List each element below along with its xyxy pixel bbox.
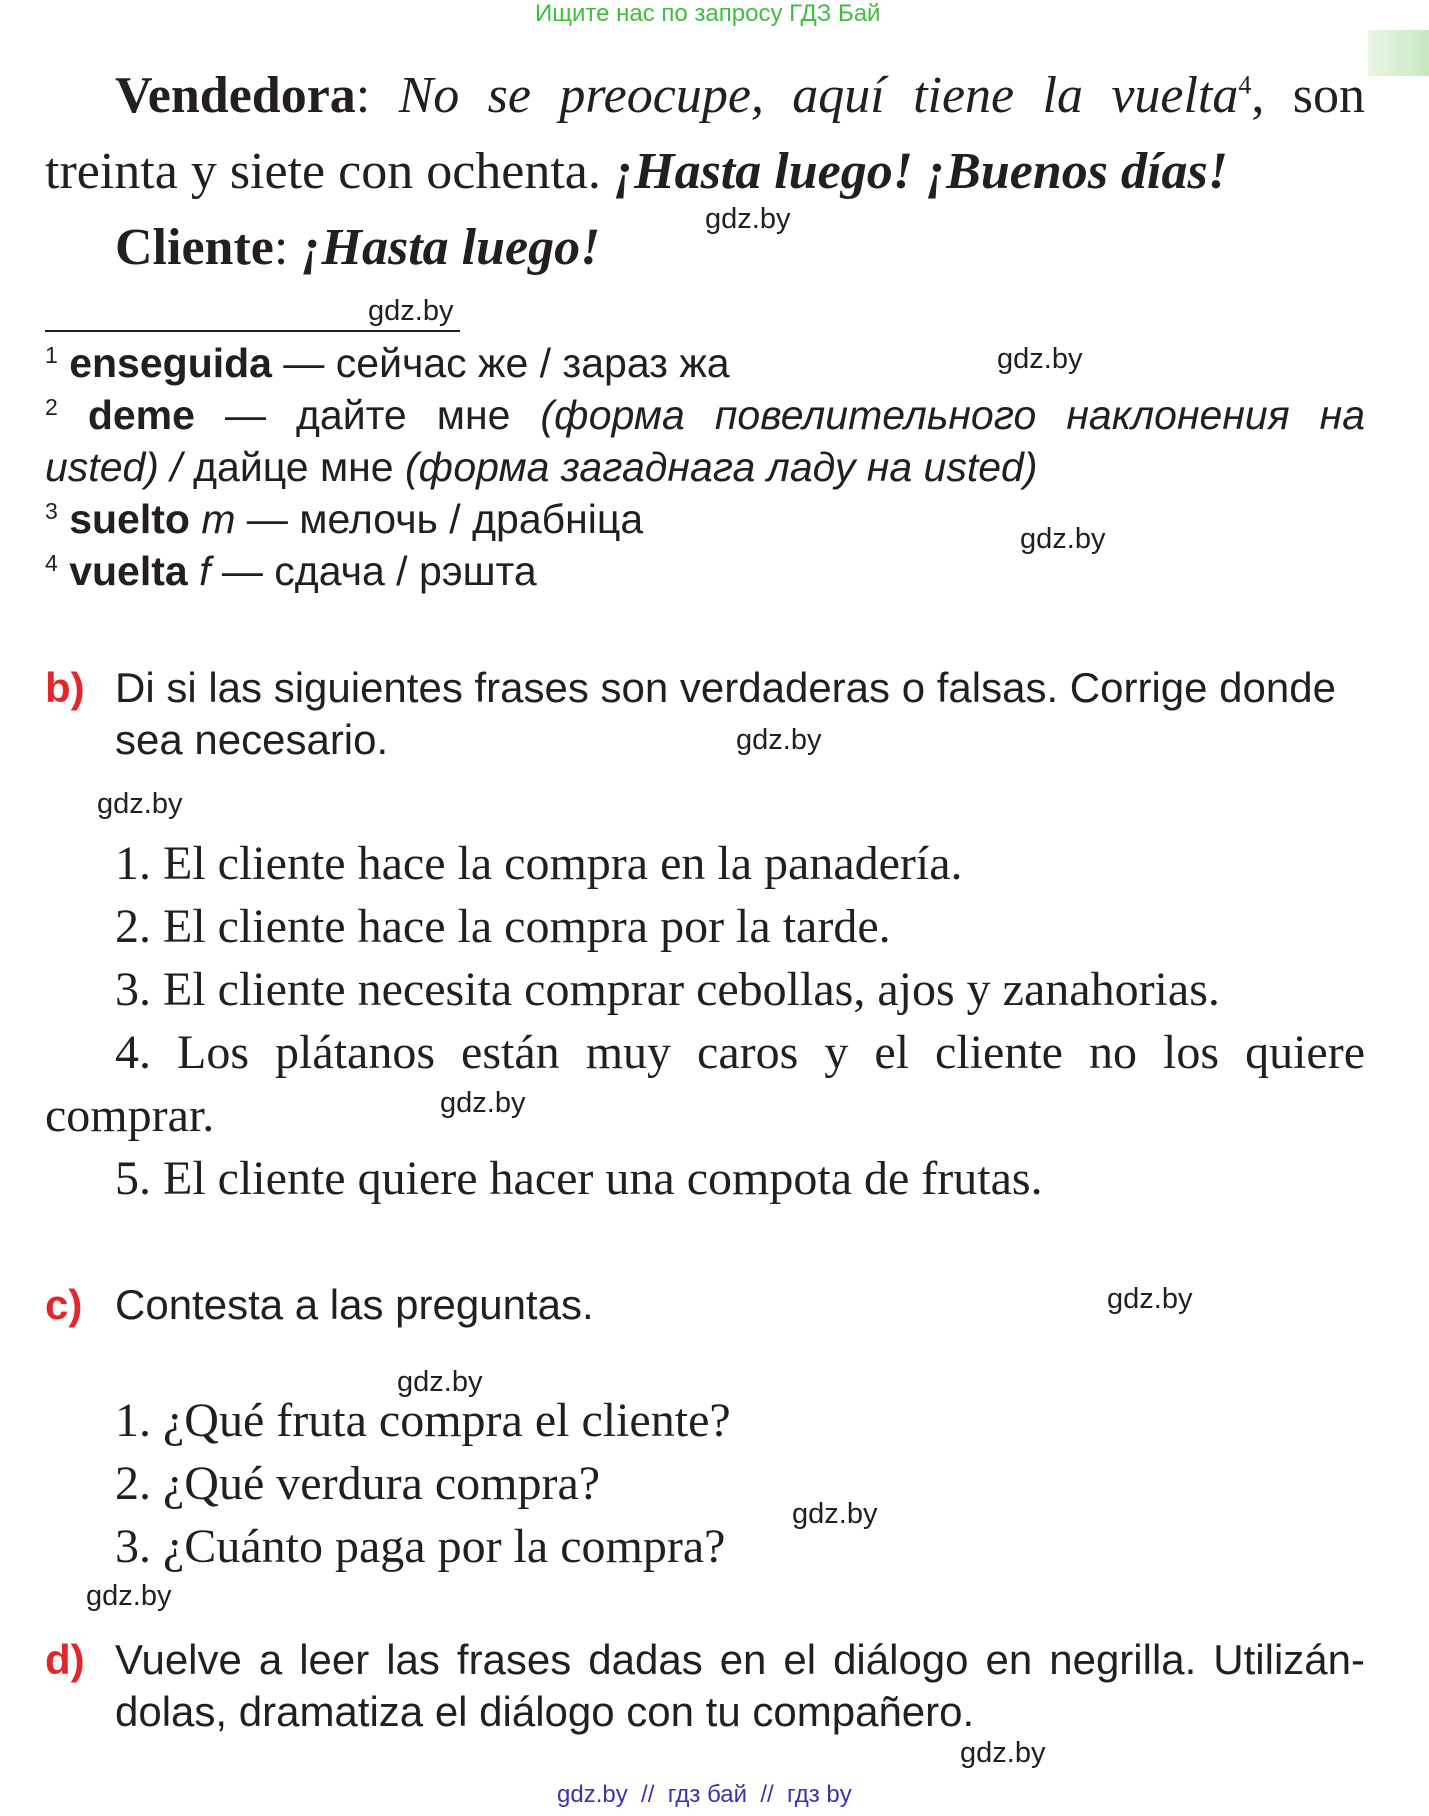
watermark: gdz.by: [1107, 1283, 1193, 1315]
colon: :: [355, 67, 371, 124]
watermark: gdz.by: [397, 1366, 483, 1398]
task-c-item-1: 1. ¿Qué fruta compra el cliente?: [115, 1394, 731, 1447]
speaker-vendedora: Vendedora: [115, 67, 356, 124]
task-b-item-3: 3. El cliente necesita comprar cebollas, ajos y zanahorias.: [115, 963, 1220, 1016]
footer-links[interactable]: gdz.by // гдз бай // гдз by: [557, 1781, 852, 1808]
task-c-letter: c): [45, 1281, 83, 1328]
footnote-italic: (форма загаднага ладу на usted): [405, 444, 1038, 490]
footnote-gender: f: [187, 548, 211, 594]
task-b-item-4-continued: comprar.: [45, 1089, 215, 1142]
watermark: gdz.by: [997, 343, 1083, 375]
dialog-bold-italic-3: ¡Hasta luego!: [301, 219, 601, 276]
footnote-2: [45, 392, 1365, 439]
task-b-item-4: 4. Los plátanos están muy caros y el cliente no los quiere: [115, 1026, 1365, 1079]
footnote-text: — дайте мне: [194, 392, 541, 438]
watermark: gdz.by: [97, 788, 183, 820]
task-b-instruction-1: Di si las siguientes frases son verdaderas o falsas. Corrige donde: [115, 664, 1336, 711]
footnote-number: 3: [45, 498, 58, 524]
task-b-instruction-2: sea necesario.: [115, 716, 389, 763]
dialog-line-3: [115, 219, 601, 276]
footnote-3: [45, 496, 643, 543]
dialog-tail-1: , son: [1251, 67, 1365, 124]
task-c-item-2: 2. ¿Qué verdura compra?: [115, 1457, 601, 1510]
task-b-item-1: 1. El cliente hace la compra en la panadería.: [115, 837, 963, 890]
watermark: gdz.by: [960, 1737, 1046, 1769]
task-c-item-3: 3. ¿Cuánto paga por la compra?: [115, 1520, 726, 1573]
footnote-italic: (форма повелительного наклонения на: [540, 392, 1365, 438]
task-b-letter: b): [45, 664, 85, 711]
footnote-number: 4: [45, 550, 58, 576]
page-corner-tab: [1368, 30, 1429, 76]
dialog-bold-italic-2: ¡Hasta luego! ¡Buenos días!: [613, 143, 1228, 200]
footnote-gender: m: [189, 496, 236, 542]
footnote-number: 1: [45, 342, 58, 368]
footnote-term: vuelta: [69, 548, 188, 594]
footnote-divider: [45, 330, 460, 332]
footnote-italic: usted) /: [45, 444, 182, 490]
footnote-text: дайце мне: [181, 444, 405, 490]
watermark: gdz.by: [792, 1498, 878, 1530]
watermark: gdz.by: [736, 724, 822, 756]
footnote-2-continued: [45, 444, 1037, 491]
task-b-item-5: 5. El cliente quiere hacer una compota de frutas.: [115, 1152, 1043, 1205]
footnote-4: [45, 548, 537, 595]
task-d-instruction-2: dolas, dramatiza el diálogo con tu compañero.: [115, 1688, 975, 1735]
watermark: gdz.by: [705, 203, 791, 235]
dialog-plain-2: treinta y siete con ochenta.: [45, 143, 601, 200]
footnote-term: deme: [87, 392, 195, 438]
dialog-line-2: [45, 143, 1228, 200]
top-banner[interactable]: Ищите нас по запросу ГДЗ Бай: [535, 0, 881, 27]
task-c-instruction: Contesta a las preguntas.: [115, 1281, 594, 1328]
dialog-italic-1: No se preocupe, aquí tiene la vuelta: [398, 67, 1239, 124]
watermark: gdz.by: [368, 295, 454, 327]
footnote-text: — сейчас же / зараз жа: [271, 340, 730, 386]
footnote-ref-4: 4: [1238, 70, 1252, 100]
footnote-term: enseguida: [69, 340, 272, 386]
task-d-letter: d): [45, 1636, 85, 1683]
footnote-number: 2: [45, 394, 58, 420]
footnote-1: [45, 340, 730, 387]
watermark: gdz.by: [86, 1580, 172, 1612]
colon: :: [273, 219, 289, 276]
watermark: gdz.by: [1020, 523, 1106, 555]
dialog-line-1: [115, 67, 1365, 124]
task-b-item-2: 2. El cliente hace la compra por la tarde.: [115, 900, 891, 953]
speaker-cliente: Cliente: [115, 219, 274, 276]
footnote-text: — сдача / рэшта: [210, 548, 537, 594]
task-d-instruction-1: Vuelve a leer las frases dadas en el diálogo en negrilla. Utilizán-: [115, 1636, 1365, 1683]
watermark: gdz.by: [440, 1087, 526, 1119]
footnote-term: suelto: [69, 496, 190, 542]
footnote-text: — мелочь / драбніца: [235, 496, 644, 542]
